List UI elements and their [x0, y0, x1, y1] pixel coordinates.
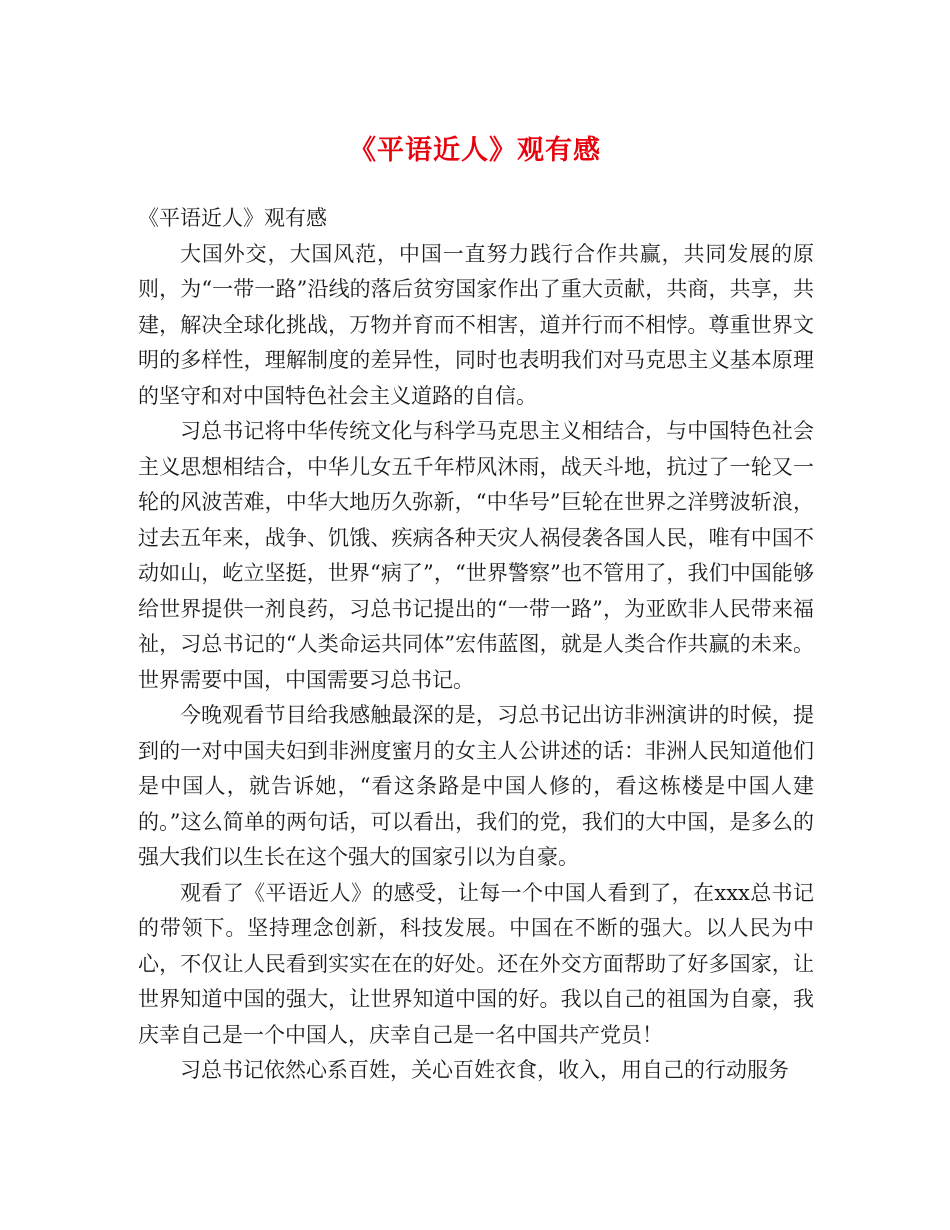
document-title: 《平语近人》观有感 [349, 135, 601, 166]
paragraph-5: 习总书记依然心系百姓，关心百姓衣食，收入，用自己的行动服务 [180, 1058, 789, 1082]
paragraph-1: 大国外交，大国风范，中国一直努力践行合作共赢，共同发展的原则，为“一带一路”沿线的落后贫穷国家作出了重大贡献，共商，共享，共建，解决全球化挑战，万物并育而不相害，道并行而不相悖。尊重世界文明的多样性，理解制度的差异性，同时也表明我们对马克思主义基本原理的坚守和对中国特色社会主义道路的自信。 [138, 241, 814, 408]
paragraph-2: 习总书记将中华传统文化与科学马克思主义相结合，与中国特色社会主义思想相结合，中华儿女五千年栉风沐雨，战天斗地，抗过了一轮又一轮的风波苦难，中华大地历久弥新，“中华号”巨轮在世界之洋劈波斩浪，过去五年来，战争、饥饿、疾病各种天灾人祸侵袭各国人民，唯有中国不动如山，屹立坚挺，世界“病了”，“世界警察”也不管用了，我们中国能够给世界提供一剂良药，习总书记提出的“一带一路”，为亚欧非人民带来福祉，习总书记的“人类命运共同体”宏伟蓝图，就是人类合作共赢的未来。世界需要中国，中国需要习总书记。 [138, 419, 814, 692]
document-subtitle: 《平语近人》观有感 [138, 206, 327, 230]
paragraph-3: 今晚观看节目给我感触最深的是，习总书记出访非洲演讲的时候，提到的一对中国夫妇到非洲度蜜月的女主人公讲述的话：非洲人民知道他们是中国人，就告诉她，“看这条路是中国人修的，看这栋楼是中国人建的。”这么简单的两句话，可以看出，我们的党，我们的大中国，是多么的强大我们以生长在这个强大的国家引以为自豪。 [138, 703, 814, 869]
paragraph-4: 观看了《平语近人》的感受，让每一个中国人看到了，在xxx总书记的带领下。坚持理念创新，科技发展。中国在不断的强大。以人民为中心，不仅让人民看到实实在在的好处。还在外交方面帮助了好多国家，让世界知道中国的强大，让世界知道中国的好。我以自己的祖国为自豪，我庆幸自己是一个中国人，庆幸自己是一名中国共产党员！ [138, 880, 814, 1047]
document-body [138, 201, 814, 1089]
